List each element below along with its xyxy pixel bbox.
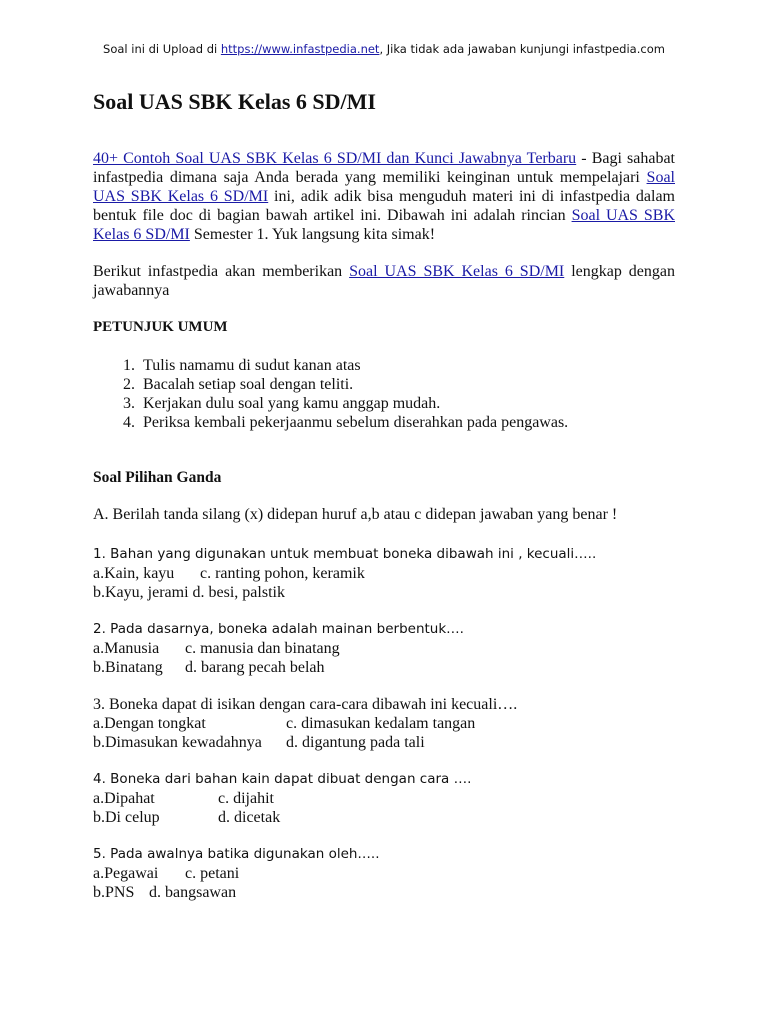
question-text: 4. Boneka dari bahan kain dapat dibuat dengan cara ….: [93, 771, 472, 787]
option-d: d. bangsawan: [149, 884, 237, 901]
question-5: [93, 845, 675, 902]
option-c: c. ranting pohon, keramik: [200, 565, 365, 582]
option-row: [93, 658, 675, 677]
option-b: b.Di celup: [93, 809, 160, 826]
question-1: [93, 545, 675, 602]
upload-notice: [0, 42, 768, 56]
question-4: [93, 770, 675, 827]
petunjuk-list: [93, 356, 675, 432]
option-d: d. barang pecah belah: [185, 659, 325, 676]
petunjuk-item: 2. Bacalah setiap soal dengan teliti.: [139, 375, 675, 394]
option-a: a.Dengan tongkat: [93, 715, 206, 732]
intro-text-3: Semester 1. Yuk langsung kita simak!: [189, 226, 436, 243]
question-text: 3. Boneka dapat di isikan dengan cara-cara dibawah ini kecuali….: [93, 696, 518, 713]
page-title: Soal UAS SBK Kelas 6 SD/MI: [93, 89, 376, 114]
intro2-link-soal-uas[interactable]: Soal UAS SBK Kelas 6 SD/MI: [349, 263, 565, 280]
document-body: [93, 88, 675, 902]
option-row: [93, 864, 675, 883]
option-row: [93, 714, 675, 733]
intro2-text-1: Berikut infastpedia akan memberikan: [93, 263, 350, 280]
option-a: a.Manusia: [93, 640, 160, 657]
option-d: d. digantung pada tali: [286, 734, 425, 751]
option-a: a.Pegawai: [93, 865, 159, 882]
intro-paragraph-2: [93, 262, 675, 300]
option-row: [93, 733, 675, 752]
intro-link-soal-uas-2[interactable]: Soal UAS SBK Kelas 6 SD/MI: [93, 207, 675, 243]
pilihan-ganda-heading: Soal Pilihan Ganda: [93, 469, 222, 486]
infastpedia-link[interactable]: https://www.infastpedia.net: [220, 42, 380, 56]
option-c: c. manusia dan binatang: [185, 640, 340, 657]
option-c: c. dimasukan kedalam tangan: [286, 715, 476, 732]
intro-text-2: ini, adik adik bisa menguduh materi ini di infastpedia dalam bentuk file doc di bagian bawah artikel ini. Dibawah ini adalah rincian: [93, 188, 676, 224]
intro-link-soal-uas[interactable]: Soal UAS SBK Kelas 6 SD/MI: [93, 169, 675, 205]
option-b: b.Binatang: [93, 659, 163, 676]
question-list: [93, 545, 675, 902]
petunjuk-heading: PETUNJUK UMUM: [93, 319, 228, 335]
pilihan-ganda-instruction: A. Berilah tanda silang (x) didepan huruf a,b atau c didepan jawaban yang benar !: [93, 506, 618, 523]
upload-notice-prefix: Soal ini di Upload di: [103, 42, 221, 56]
petunjuk-item: 1. Tulis namamu di sudut kanan atas: [139, 356, 675, 375]
option-d: d. besi, palstik: [192, 584, 285, 601]
option-row: [93, 564, 675, 583]
question-2: [93, 620, 675, 677]
option-row: [93, 583, 675, 602]
option-row: [93, 808, 675, 827]
intro2-text-2: lengkap dengan jawabannya: [93, 263, 675, 299]
option-d: d. dicetak: [218, 809, 281, 826]
option-row: [93, 639, 675, 658]
option-c: c. dijahit: [218, 790, 274, 807]
petunjuk-item: 3. Kerjakan dulu soal yang kamu anggap mudah.: [139, 394, 675, 413]
question-text: 1. Bahan yang digunakan untuk membuat boneka dibawah ini , kecuali…..: [93, 546, 597, 562]
intro-paragraph: [93, 149, 675, 244]
question-text: 2. Pada dasarnya, boneka adalah mainan berbentuk….: [93, 621, 464, 637]
intro-link-contoh-soal[interactable]: 40+ Contoh Soal UAS SBK Kelas 6 SD/MI dan Kunci Jawabnya Terbaru: [93, 150, 577, 167]
upload-notice-suffix: , Jika tidak ada jawaban kunjungi infastpedia.com: [379, 42, 665, 56]
option-b: b.Dimasukan kewadahnya: [93, 734, 262, 751]
option-row: [93, 789, 675, 808]
question-3: [93, 695, 675, 752]
question-text: 5. Pada awalnya batika digunakan oleh…..: [93, 846, 380, 862]
petunjuk-item: 4. Periksa kembali pekerjaanmu sebelum diserahkan pada pengawas.: [139, 413, 675, 432]
option-b: b.PNS: [93, 884, 135, 901]
option-c: c. petani: [185, 865, 240, 882]
option-a: a.Kain, kayu: [93, 565, 175, 582]
intro-text-1: - Bagi sahabat infastpedia dimana saja Anda berada yang memiliki keinginan untuk mempelajari: [93, 150, 675, 186]
option-a: a.Dipahat: [93, 790, 155, 807]
option-b: b.Kayu, jerami: [93, 584, 189, 601]
option-row: [93, 883, 675, 902]
